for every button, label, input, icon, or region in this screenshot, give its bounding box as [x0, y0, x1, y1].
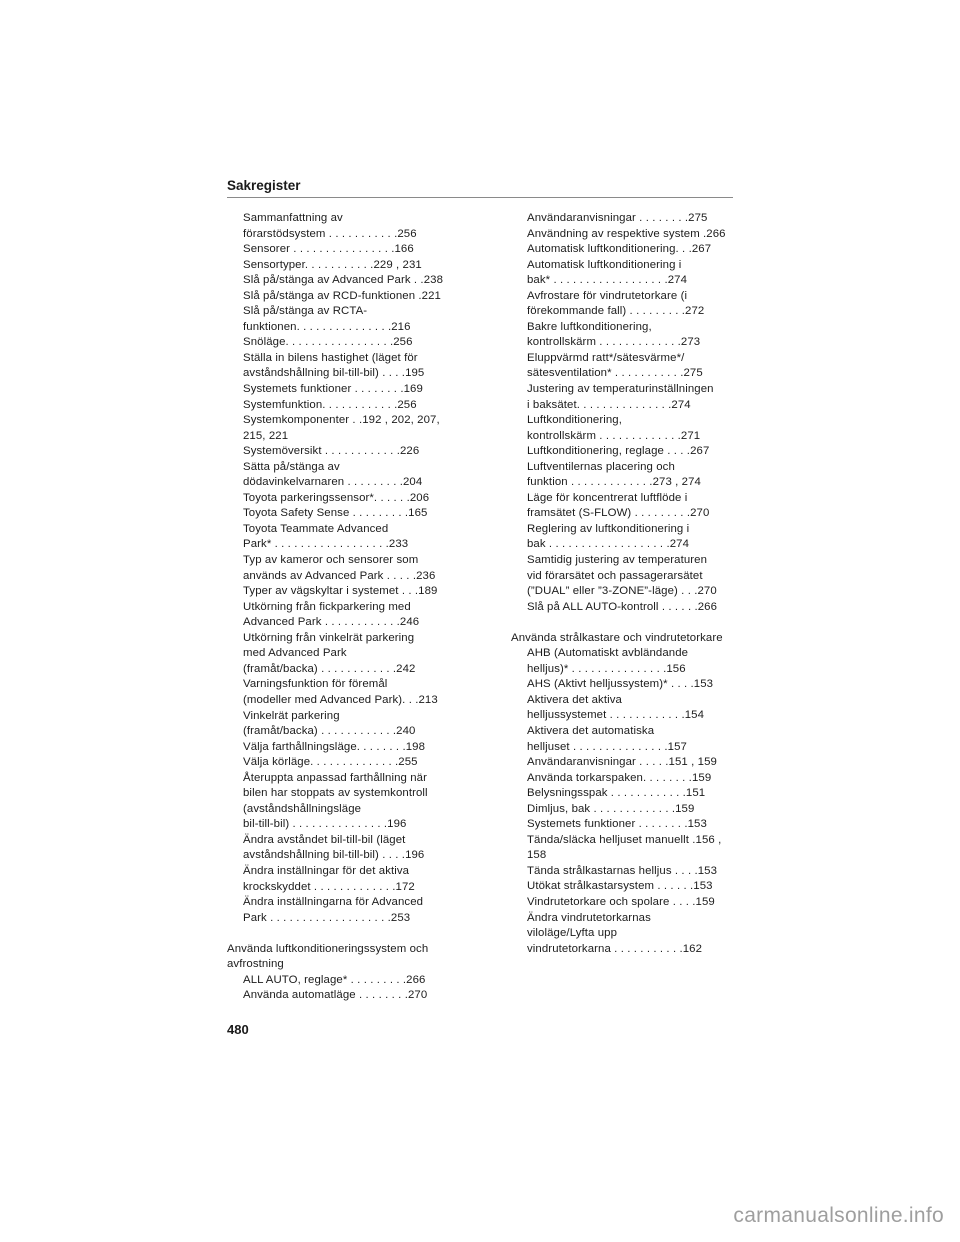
index-entry [227, 833, 481, 864]
index-line: AHS (Aktivt helljussystem)* . . . .153 [527, 678, 714, 691]
index-entry [227, 553, 481, 584]
index-line: Systemfunktion. . . . . . . . . . . .256 [243, 398, 417, 411]
index-line: Advanced Park . . . . . . . . . . . .246 [243, 616, 420, 629]
index-line: kontrollskärm . . . . . . . . . . . . .271 [527, 429, 701, 442]
index-line: bak . . . . . . . . . . . . . . . . . . .274 [527, 538, 690, 551]
index-line: Sammanfattning av [243, 212, 343, 224]
index-line: Använda torkarspaken. . . . . . . .159 [527, 771, 712, 784]
index-line: dödavinkelvarnaren . . . . . . . . .204 [243, 476, 423, 489]
index-line: Toyota parkeringssensor*. . . . . .206 [243, 491, 430, 504]
index-entry [227, 677, 481, 708]
index-entry [511, 724, 761, 755]
index-entry [511, 382, 761, 413]
index-line: Sätta på/stänga av [243, 460, 340, 473]
index-line: vindrutetorkarna . . . . . . . . . . .162 [527, 942, 703, 955]
index-line: Utkörning från fickparkering med [243, 600, 411, 613]
index-line: 215, 221 [243, 429, 289, 442]
index-entry [227, 351, 481, 382]
index-line: Utkörning från vinkelrät parkering [243, 631, 415, 644]
index-line: sätesventilation* . . . . . . . . . . .275 [527, 367, 703, 380]
index-entry [511, 786, 761, 802]
index-entry [511, 289, 761, 320]
index-line: Varningsfunktion för föremål [243, 678, 388, 691]
index-entry [511, 817, 761, 833]
index-line: ALL AUTO, reglage* . . . . . . . . .266 [243, 973, 426, 986]
index-line: Luftventilernas placering och [527, 460, 675, 473]
index-line: Toyota Safety Sense . . . . . . . . .165 [243, 507, 428, 520]
index-line: (”DUAL” eller ”3-ZONE”-läge) . . .270 [527, 585, 717, 598]
index-entry [511, 522, 761, 553]
header-divider [227, 197, 733, 198]
index-entry [511, 444, 761, 460]
index-entry [227, 988, 481, 1004]
index-line: Aktivera det aktiva [527, 693, 622, 706]
index-line: Typer av vägskyltar i systemet . . .189 [243, 585, 438, 598]
index-line: Park* . . . . . . . . . . . . . . . . . .233 [243, 538, 409, 551]
index-line: bak* . . . . . . . . . . . . . . . . . .274 [527, 274, 688, 287]
index-line: Ändra inställningarna för Advanced [243, 896, 424, 909]
index-line: Automatisk luftkonditionering. . .267 [527, 243, 712, 256]
index-entry [511, 677, 761, 693]
index-line: (framåt/backa) . . . . . . . . . . . .242 [243, 662, 416, 675]
index-entry [511, 600, 761, 616]
index-line: (modeller med Advanced Park). . .213 [243, 693, 438, 706]
index-entry [227, 289, 481, 305]
index-line: Användaranvisningar . . . . .151 , 159 [527, 756, 717, 769]
index-line: Välja körläge. . . . . . . . . . . . . .255 [243, 756, 418, 769]
index-line: Automatisk luftkonditionering i [527, 258, 682, 271]
index-entry [227, 755, 481, 771]
index-line: (framåt/backa) . . . . . . . . . . . .240 [243, 725, 416, 738]
index-entry [511, 413, 761, 444]
index-entry [227, 506, 481, 522]
index-entry [511, 320, 761, 351]
index-entry [511, 911, 761, 958]
index-entry [227, 522, 481, 553]
index-column-left [227, 211, 481, 1004]
index-line: Använda luftkonditioneringssystem och [227, 942, 429, 955]
index-entry [227, 740, 481, 756]
index-column-right [511, 211, 761, 957]
index-line: förekommande fall) . . . . . . . . .272 [527, 305, 705, 318]
index-entry [227, 771, 481, 833]
index-entry [227, 413, 481, 444]
index-line: Samtidig justering av temperaturen [527, 554, 708, 567]
index-line: helljuset . . . . . . . . . . . . . . .157 [527, 740, 687, 753]
index-entry [511, 227, 761, 243]
index-entry [511, 833, 761, 864]
index-entry [227, 491, 481, 507]
index-entry [227, 973, 481, 989]
index-section-heading [511, 631, 761, 647]
index-entry [227, 398, 481, 414]
index-line: Bakre luftkonditionering, [527, 320, 652, 333]
index-entry [511, 864, 761, 880]
index-entry [511, 351, 761, 382]
index-entry [227, 631, 481, 678]
index-line: Använda automatläge . . . . . . . .270 [243, 989, 428, 1002]
index-line: Välja farthållningsläge. . . . . . . .198 [243, 740, 426, 753]
index-line: (avståndshållningsläge [243, 802, 362, 815]
index-entry [511, 693, 761, 724]
index-line: Ändra vindrutetorkarnas [527, 911, 651, 924]
index-entry [227, 304, 481, 335]
index-line: Användaranvisningar . . . . . . . .275 [527, 212, 708, 224]
index-entry [227, 258, 481, 274]
index-line: Ställa in bilens hastighet (läget för [243, 351, 418, 364]
index-entry [227, 335, 481, 351]
index-line: krockskyddet . . . . . . . . . . . . .172 [243, 880, 415, 893]
index-line: Vindrutetorkare och spolare . . . .159 [527, 896, 715, 909]
index-line: används av Advanced Park . . . . .236 [243, 569, 436, 582]
index-line: kontrollskärm . . . . . . . . . . . . .273 [527, 336, 701, 349]
index-line: Systemöversikt . . . . . . . . . . . .226 [243, 445, 420, 458]
index-line: viloläge/Lyfta upp [527, 927, 618, 940]
index-line: Belysningsspak . . . . . . . . . . . .151 [527, 787, 706, 800]
index-line: Slå på/stänga av RCTA- [243, 305, 368, 318]
index-line: Toyota Teammate Advanced [243, 522, 389, 535]
index-entry [227, 584, 481, 600]
index-entry [511, 491, 761, 522]
index-line: Systemets funktioner . . . . . . . .153 [527, 818, 707, 831]
index-entry [511, 879, 761, 895]
index-entry [511, 211, 761, 227]
index-line: framsätet (S-FLOW) . . . . . . . . .270 [527, 507, 710, 520]
index-line: Slå på/stänga av Advanced Park . .238 [243, 274, 444, 287]
index-entry [511, 895, 761, 911]
index-line: Avfrostare för vindrutetorkare (i [527, 289, 688, 302]
index-line: Vinkelrät parkering [243, 709, 340, 722]
index-entry [511, 755, 761, 771]
index-line: Reglering av luftkonditionering i [527, 522, 690, 535]
index-line: Läge för koncentrerat luftflöde i [527, 491, 688, 504]
index-line: Luftkonditionering, [527, 414, 622, 427]
index-entry [511, 646, 761, 677]
index-line: Utökat strålkastarsystem . . . . . .153 [527, 880, 713, 893]
index-entry [511, 258, 761, 289]
index-line: bilen har stoppats av systemkontroll [243, 787, 428, 800]
index-line: Snöläge. . . . . . . . . . . . . . . . .256 [243, 336, 413, 349]
index-entry [227, 242, 481, 258]
index-entry [227, 211, 481, 242]
index-entry [227, 382, 481, 398]
index-line: Ändra inställningar för det aktiva [243, 864, 410, 877]
index-line: Park . . . . . . . . . . . . . . . . . . .253 [243, 911, 411, 924]
index-line: Aktivera det automatiska [527, 725, 655, 737]
index-line: Tända/släcka helljuset manuellt .156 , [527, 833, 722, 846]
index-line: helljussystemet . . . . . . . . . . . .154 [527, 709, 705, 722]
index-line: Systemets funktioner . . . . . . . .169 [243, 383, 423, 396]
index-line: 158 [527, 849, 547, 862]
index-line: avståndshållning bil-till-bil) . . . .196 [243, 849, 425, 862]
index-line: Eluppvärmd ratt*/sätesvärme*/ [527, 351, 685, 364]
index-line: Användning av respektive system .266 [527, 227, 726, 240]
index-line: Typ av kameror och sensorer som [243, 554, 419, 567]
index-line: funktionen. . . . . . . . . . . . . . .216 [243, 320, 411, 333]
index-entry [227, 273, 481, 289]
watermark: carmanualsonline.info [733, 1204, 944, 1227]
page-number: 480 [227, 1022, 249, 1037]
index-entry [511, 460, 761, 491]
index-entry [227, 709, 481, 740]
index-line: avfrostning [227, 958, 284, 971]
index-line: i baksätet. . . . . . . . . . . . . . .274 [527, 398, 691, 411]
index-section-heading [227, 942, 481, 973]
index-line: AHB (Automatiskt avbländande [527, 647, 689, 660]
index-line: Dimljus, bak . . . . . . . . . . . . .159 [527, 802, 695, 815]
index-entry [227, 460, 481, 491]
index-line: bil-till-bil) . . . . . . . . . . . . . . .196 [243, 818, 407, 831]
index-line: Sensortyper. . . . . . . . . . .229 , 231 [243, 258, 422, 271]
index-line: Sensorer . . . . . . . . . . . . . . . .166 [243, 243, 414, 256]
page-title: Sakregister [227, 178, 301, 193]
index-entry [227, 444, 481, 460]
index-line: Slå på ALL AUTO-kontroll . . . . . .266 [527, 600, 718, 613]
index-line: med Advanced Park [243, 647, 347, 660]
index-entry [511, 802, 761, 818]
index-line: helljus)* . . . . . . . . . . . . . . .156 [527, 662, 686, 675]
index-line: avståndshållning bil-till-bil) . . . .195 [243, 367, 425, 380]
index-entry [511, 242, 761, 258]
index-line: förarstödsystem . . . . . . . . . . .256 [243, 227, 417, 240]
index-line: Luftkonditionering, reglage . . . .267 [527, 445, 710, 458]
index-entry [511, 553, 761, 600]
index-line: Slå på/stänga av RCD-funktionen .221 [243, 289, 441, 302]
index-line: Återuppta anpassad farthållning när [243, 771, 427, 784]
index-line: funktion . . . . . . . . . . . . .273 , 274 [527, 476, 701, 489]
index-entry [227, 600, 481, 631]
index-line: Tända strålkastarnas helljus . . . .153 [527, 864, 718, 877]
index-line: Ändra avståndet bil-till-bil (läget [243, 833, 406, 846]
index-line: Systemkomponenter . .192 , 202, 207, [243, 414, 440, 427]
index-entry [227, 864, 481, 895]
index-line: Använda strålkastare och vindrutetorkare [511, 631, 723, 644]
index-line: Justering av temperaturinställningen [527, 383, 714, 396]
index-line: vid förarsätet och passagerarsätet [527, 569, 703, 582]
index-entry [511, 771, 761, 787]
index-entry [227, 895, 481, 926]
